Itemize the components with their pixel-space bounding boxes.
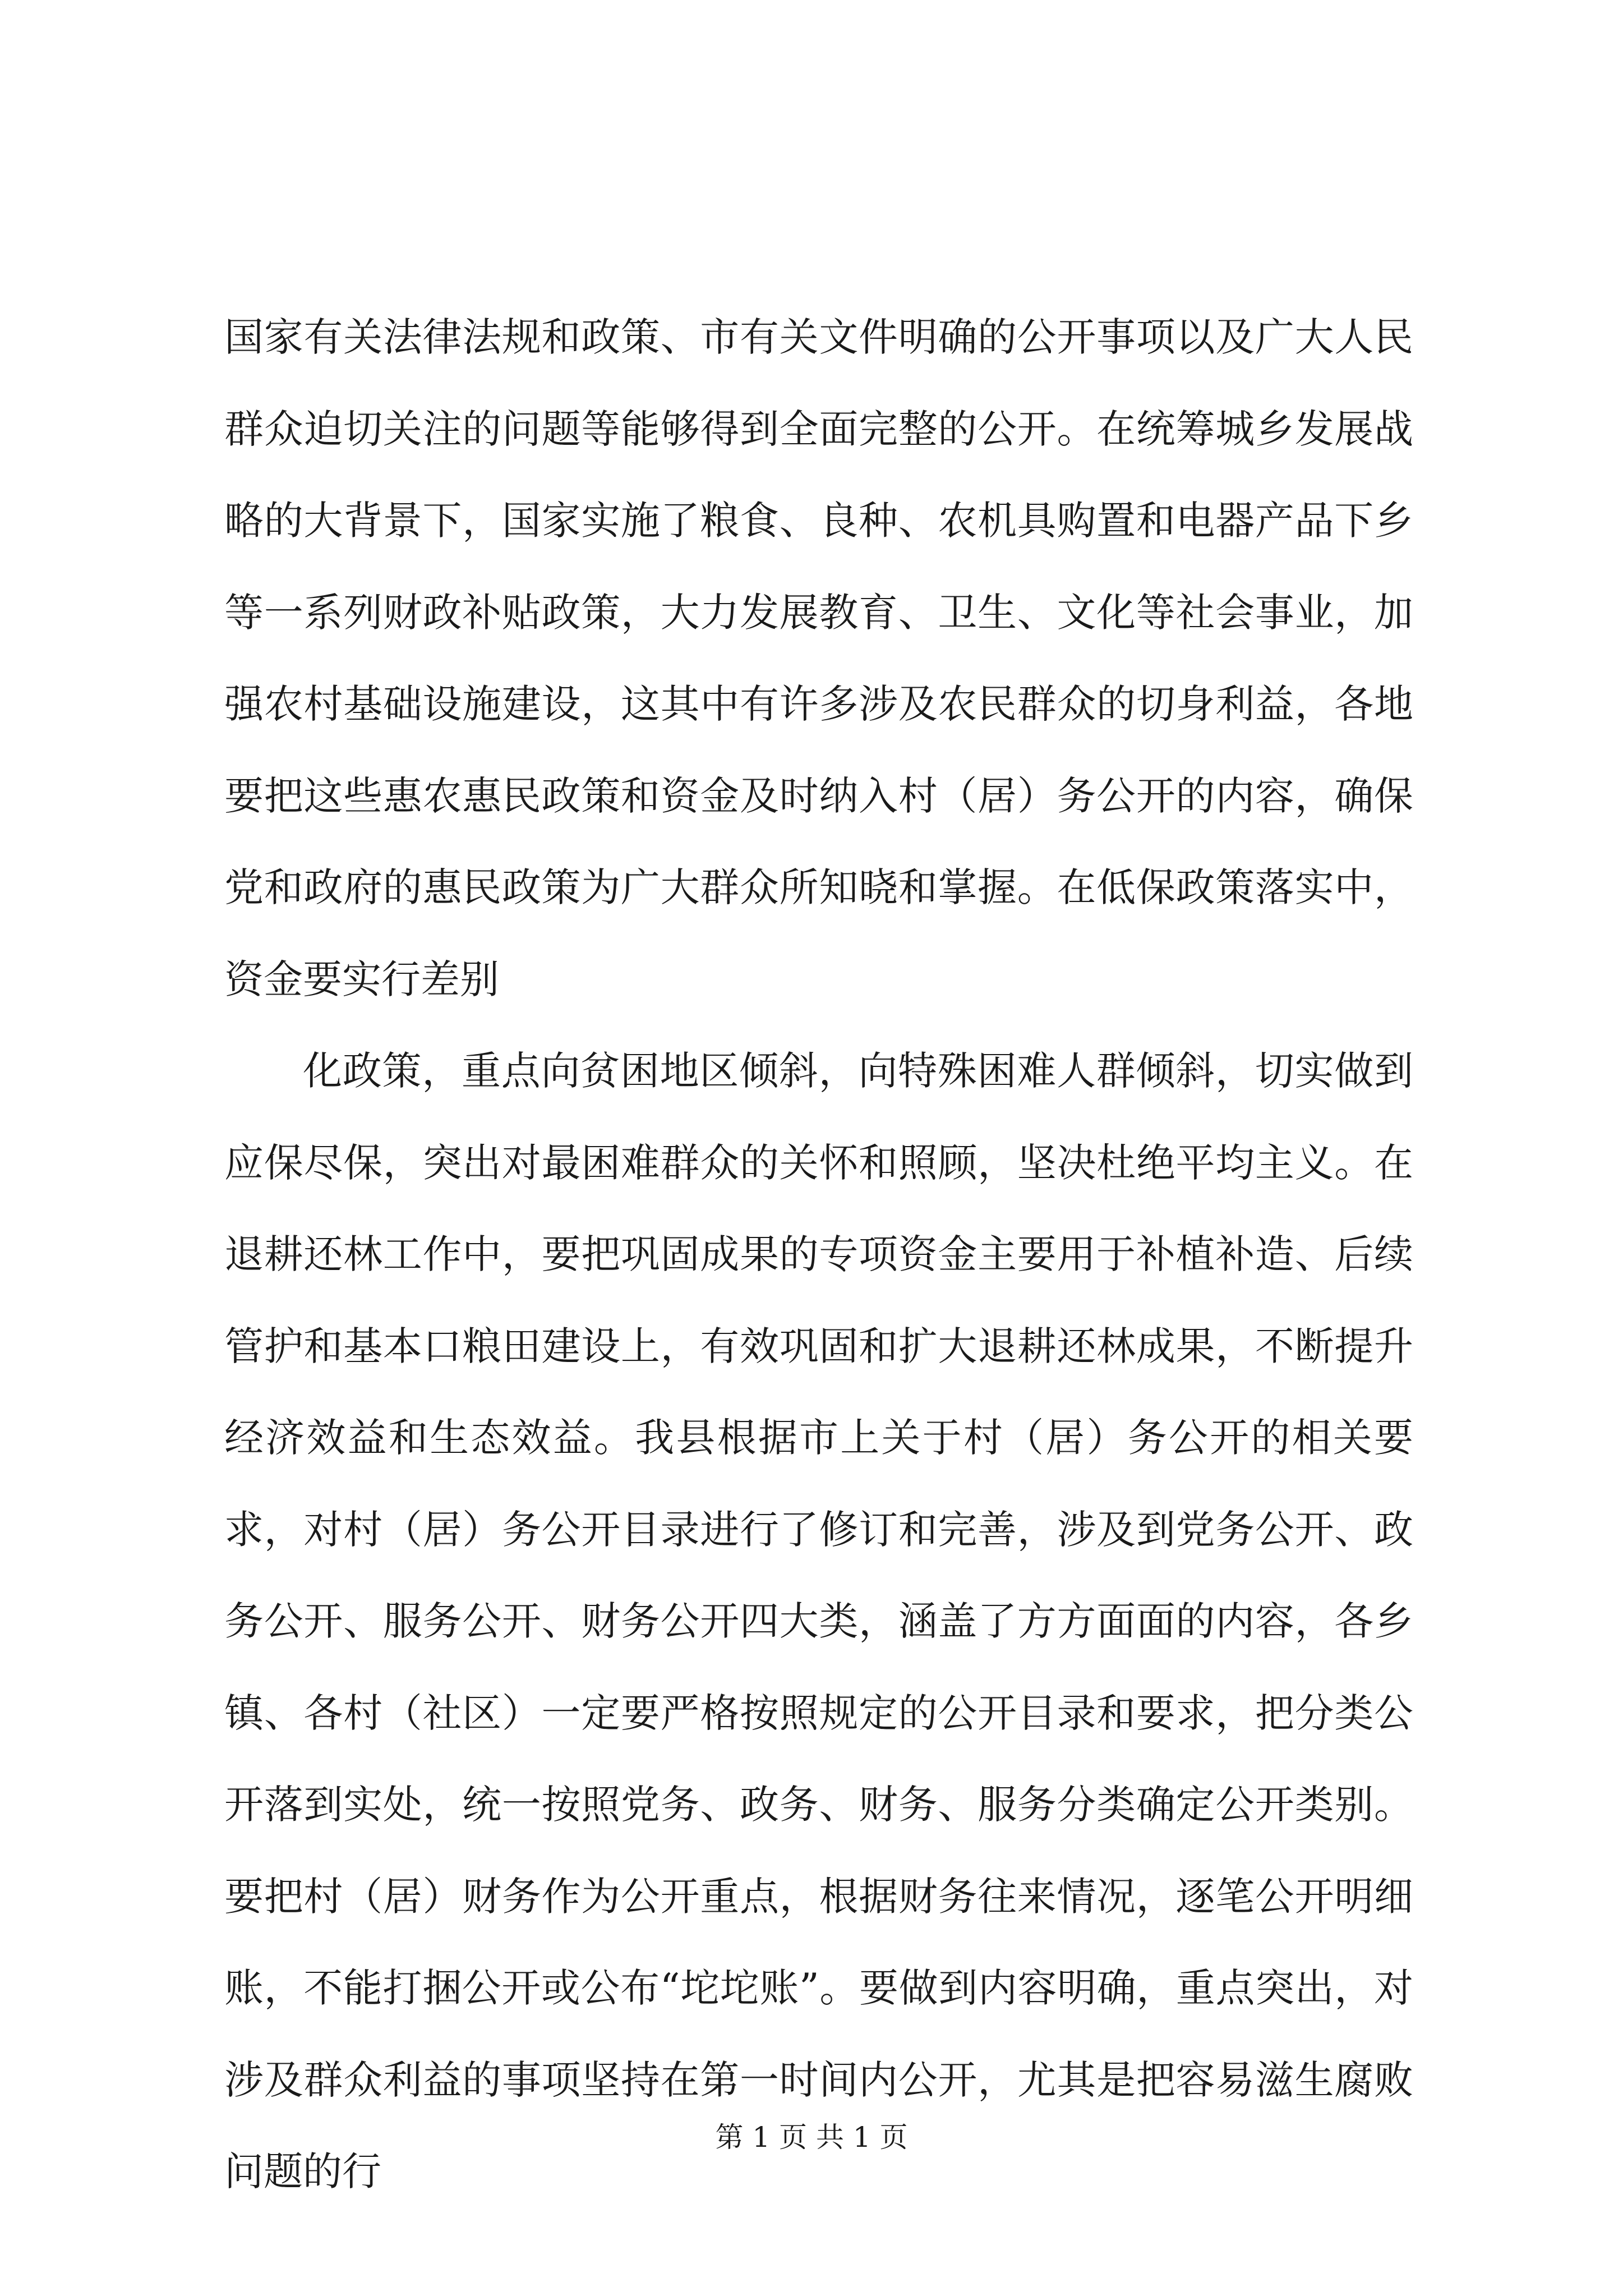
- page-footer: 第 1 页 共 1 页: [715, 2121, 908, 2154]
- paragraph-2: 化政策，重点向贫困地区倾斜，向特殊困难人群倾斜，切实做到应保尽保，突出对最困难群众的关怀和照顾，坚决杜绝平均主义。在退耕还林工作中，要把巩固成果的专项资金主要用于补植补造、后续管护和基本口粮田建设上，有效巩固和扩大退耕还林成果，不断提升经济效益和生态效益。我县根据市上关于村（居）务公开的相关要求，对村（居）务公开目录进行了修订和完善，涉及到党务公开、政务公开、服务公开、财务公开四大类，涵盖了方方面面的内容，各乡镇、各村（社区）一定要严格按照规定的公开目录和要求，把分类公开落到实处，统一按照党务、政务、财务、服务分类确定公开类别。要把村（居）财务作为公开重点，根据财务往来情况，逐笔公开明细账，不能打捆公开或公布“坨坨账”。要做到内容明确，重点突出，对涉及群众利益的事项坚持在第一时间内公开，尤其是把容易滋生腐败问题的行: [224, 1048, 1413, 2194]
- paragraph-1: 国家有关法律法规和政策、市有关文件明确的公开事项以及广大人民群众迫切关注的问题等能够得到全面完整的公开。在统筹城乡发展战略的大背景下，国家实施了粮食、良种、农机具购置和电器产品下乡等一系列财政补贴政策，大力发展教育、卫生、文化等社会事业，加强农村基础设施建设，这其中有许多涉及农民群众的切身利益，各地要把这些惠农惠民政策和资金及时纳入村（居）务公开的内容，确保党和政府的惠民政策为广大群众所知晓和掌握。在低保政策落实中，资金要实行差别: [224, 314, 1413, 1002]
- document-body: [224, 292, 1413, 2218]
